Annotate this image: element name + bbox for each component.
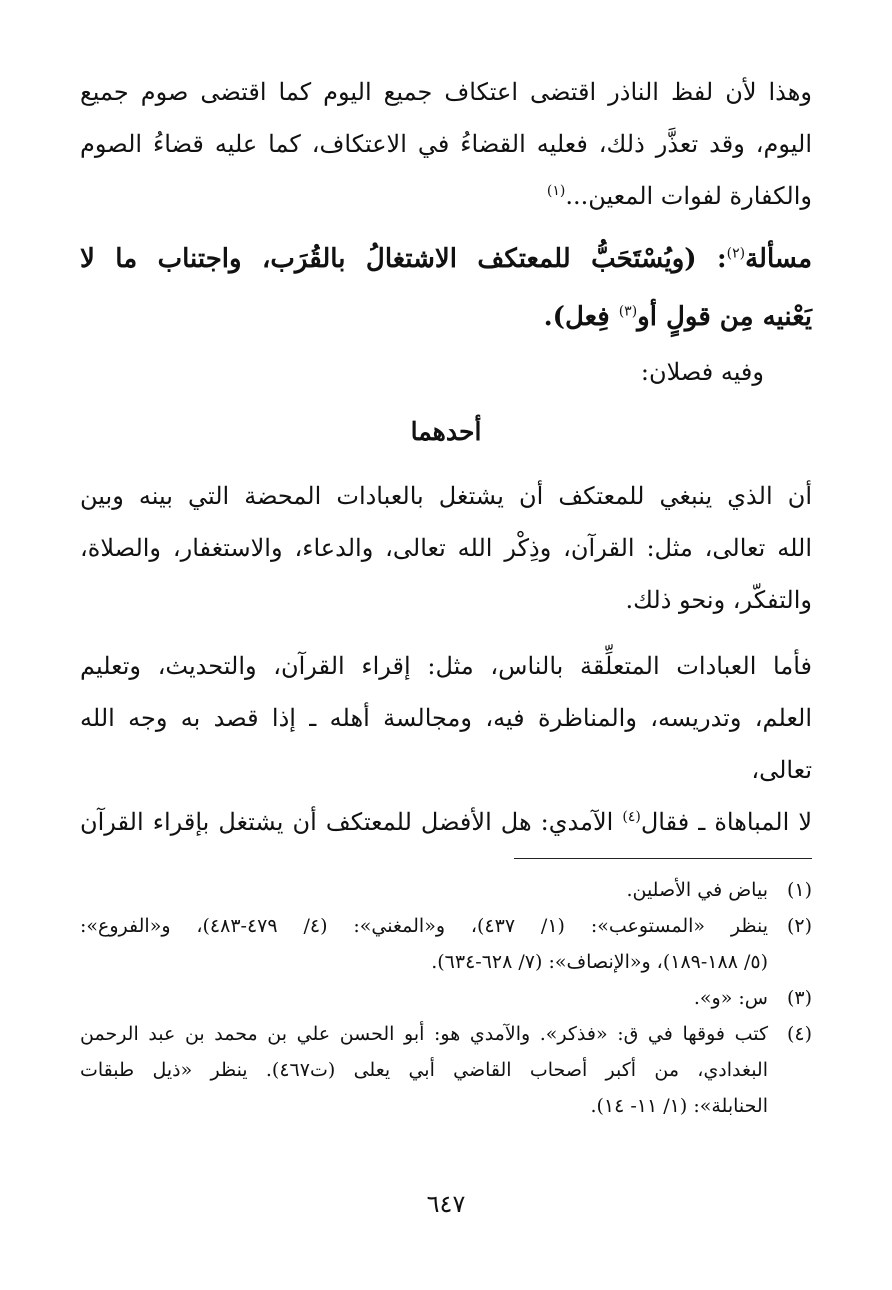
text-line — [80, 796, 812, 848]
footnote — [80, 908, 812, 980]
footnote-separator — [514, 858, 812, 859]
footnote-ref[interactable]: (٣) — [618, 303, 638, 320]
main-text — [80, 66, 812, 848]
footnote-text — [80, 872, 768, 908]
text-fragment: والكفارة لفوات المعين... — [565, 182, 812, 210]
text-line: ينظر «المستوعب»: (١/ ٤٣٧)، و«المغني»: (٤/ ٤٧٩-٤٨٣)، و«الفروع»: — [80, 915, 768, 937]
paragraph-3 — [80, 640, 812, 848]
text-line — [80, 230, 812, 288]
section-heading: أحدهما — [410, 417, 482, 446]
text-line: أن الذي ينبغي للمعتكف أن يشتغل بالعبادات المحضة التي بينه وبين — [80, 482, 812, 510]
footnote-number: (٤) — [786, 1023, 812, 1045]
paragraph-1 — [80, 66, 812, 222]
footnote — [80, 872, 812, 908]
text-line: س: «و». — [693, 987, 768, 1009]
text-line: وهذا لأن لفظ الناذر اقتضى اعتكاف جميع اليوم كما اقتضى صوم جميع — [80, 78, 812, 106]
paragraph-2 — [80, 470, 812, 626]
footnote-number: (٢) — [786, 915, 812, 937]
intro-line: وفيه فصلان: — [640, 358, 764, 386]
text-line: فأما العبادات المتعلِّقة بالناس، مثل: إقراء القرآن، والتحديث، وتعليم — [80, 652, 812, 680]
text-fragment: : (ويُسْتَحَبُّ للمعتكف الاشتغالُ بالقُرَب، واجتناب ما لا — [80, 244, 727, 274]
text-line: (٥/ ١٨٨-١٨٩)، و«الإنصاف»: (٧/ ٦٢٨-٦٣٤). — [431, 951, 768, 973]
footnote-number: (٣) — [786, 987, 812, 1009]
masala-paragraph — [80, 230, 812, 346]
footnote — [80, 1016, 812, 1124]
footnote-number: (١) — [786, 879, 812, 901]
text-line: الله تعالى، مثل: القرآن، وذِكْر الله تعالى، والدعاء، والاستغفار، والصلاة، — [80, 534, 812, 562]
masala-label: مسألة — [745, 244, 812, 274]
page-number: ٦٤٧ — [426, 1190, 466, 1218]
footnote-ref[interactable]: (١) — [546, 183, 566, 199]
footnote-text — [80, 908, 768, 980]
footnotes — [80, 872, 812, 1124]
footnote — [80, 980, 812, 1016]
text-line: البغدادي، من أكبر أصحاب القاضي أبي يعلى (ت٤٦٧). ينظر «ذيل طبقات — [80, 1059, 768, 1081]
text-line: العلم، وتدريسه، والمناظرة فيه، ومجالسة أهله ـ إذا قصد به وجه الله تعالى، — [80, 704, 812, 784]
text-fragment: يَعْنيه مِن قولٍ أو — [637, 302, 812, 332]
footnote-ref[interactable]: (٢) — [726, 245, 746, 262]
text-line: والتفكّر، ونحو ذلك. — [625, 586, 812, 614]
text-fragment: فِعل). — [543, 302, 619, 332]
text-line: بياض في الأصلين. — [626, 879, 768, 901]
footnote-ref[interactable]: (٤) — [622, 809, 641, 825]
footnote-text — [80, 1016, 768, 1124]
text-line — [80, 288, 812, 346]
text-fragment: الآمدي: هل الأفضل للمعتكف أن يشتغل بإقراء القرآن — [80, 808, 623, 836]
footnote-text — [80, 980, 768, 1016]
text-line — [80, 170, 812, 222]
text-line: اليوم، وقد تعذَّر ذلك، فعليه القضاءُ في الاعتكاف، كما عليه قضاءُ الصوم — [80, 130, 812, 158]
text-line: كتب فوقها في ق: «فذكر». والآمدي هو: أبو الحسن علي بن محمد بن عبد الرحمن — [80, 1023, 768, 1045]
text-line: الحنابلة»: (١/ ١١- ١٤). — [590, 1095, 768, 1117]
text-fragment: لا المباهاة ـ فقال — [640, 808, 813, 836]
